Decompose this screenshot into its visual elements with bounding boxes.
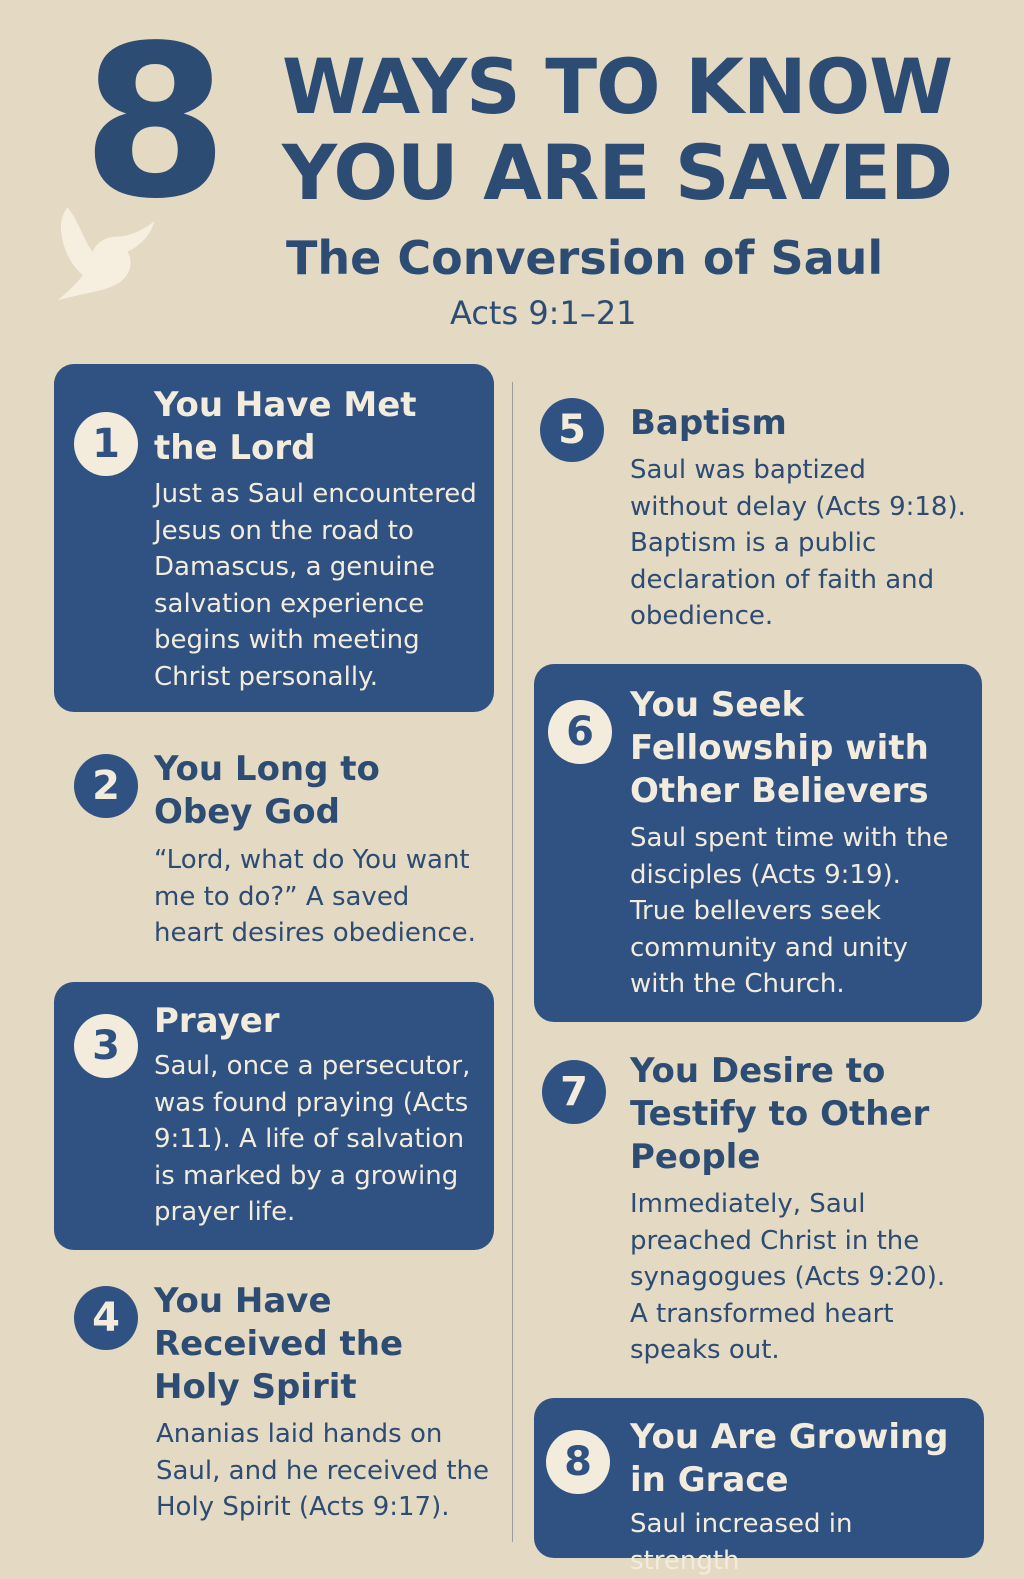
item-title: You Desire to Testify to Other People [630,1051,930,1177]
list-item-4 [54,1276,504,1536]
list-item-2 [54,740,494,960]
item-text: “Lord, what do You want me to do?” A saved heart desires obedience. [154,845,476,948]
number-badge: 5 [540,398,604,462]
item-text: Saul increased in strength [630,1509,853,1576]
item-text: Immediately, Saul preached Christ in the synagogues (Acts 9:20). A transformed heart speaks out. [630,1189,946,1365]
item-text: Saul spent time with the disciples (Acts 9:19). True bellevers seek community and unity with the Church. [630,823,949,999]
list-item-6 [534,664,982,1022]
list-item-1 [54,364,494,712]
item-title: You Have Met the Lord [154,385,417,468]
item-title: You Are Growing in Grace [630,1417,949,1500]
item-text: Just as Saul encountered Jesus on the road to Damascus, a genuine salvation experience begins with meeting Christ personally. [154,479,477,692]
column-divider [512,382,513,1542]
scripture-reference: Acts 9:1–21 [450,294,637,332]
list-item-8 [534,1398,984,1576]
big-number: 8 [82,0,229,245]
item-text: Ananias laid hands on Saul, and he received the Holy Spirit (Acts 9:17). [156,1419,490,1522]
list-item-3 [54,982,494,1250]
number-badge: 4 [74,1286,138,1350]
list-item-5 [534,394,984,644]
item-title: You Have Received the Holy Spirit [154,1281,404,1407]
list-item-7 [534,1046,984,1376]
page-title: WAYS TO KNOW YOU ARE SAVED [282,42,953,217]
item-title: Prayer [154,1001,280,1041]
item-title: You Long to Obey God [154,749,380,832]
number-badge: 2 [74,754,138,818]
number-badge: 7 [542,1060,606,1124]
number-badge: 6 [548,700,612,764]
number-badge: 8 [546,1430,610,1494]
page-subtitle: The Conversion of Saul [286,231,884,285]
number-badge: 3 [74,1014,138,1078]
number-badge: 1 [74,412,138,476]
item-text: Saul, once a persecutor, was found praying (Acts 9:11). A life of salvation is marked by a growing prayer life. [154,1051,471,1227]
item-text: Saul was baptized without delay (Acts 9:18). Baptism is a public declaration of faith and obedience. [630,455,966,631]
item-title: You Seek Fellowship with Other Believers [630,685,929,811]
dove-icon [50,192,166,308]
item-title: Baptism [630,403,787,443]
